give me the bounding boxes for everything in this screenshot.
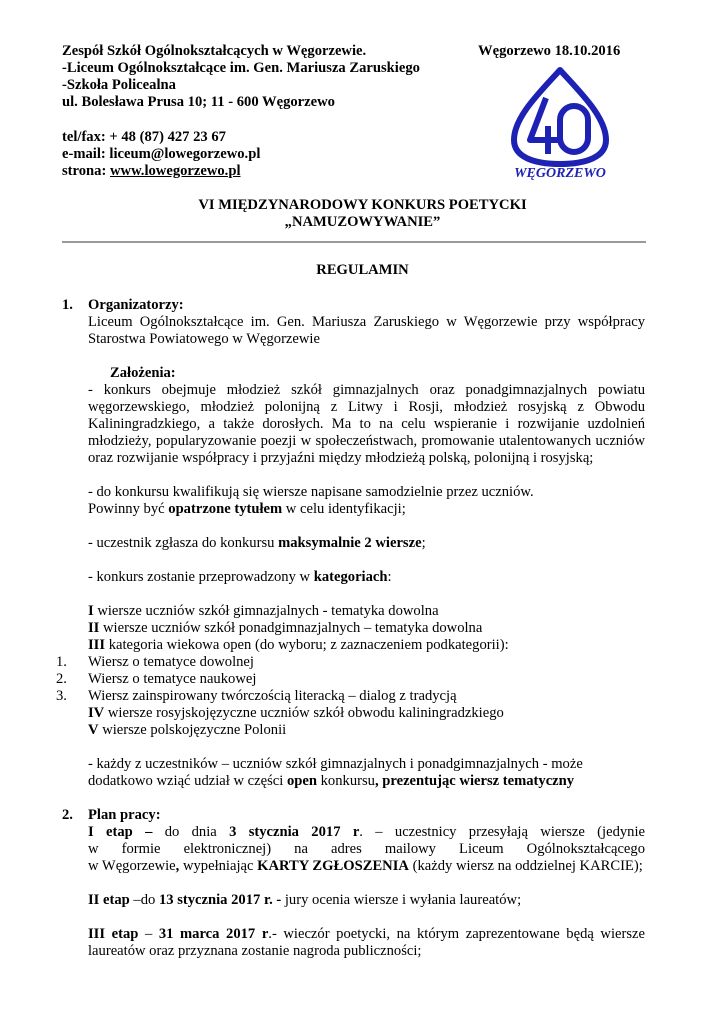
etap2-text-b: –do <box>133 892 159 908</box>
para1-line-3: Kaliningradzkiego, a także dorosłych. Ma to na celu wspieranie i rozwijanie uzdolnień <box>88 416 645 432</box>
para5-text-a: dodatkowo wziąć udział w części <box>88 773 287 789</box>
org-line-3: -Szkoła Policealna <box>62 77 176 93</box>
category-3-num: III <box>88 637 106 653</box>
zalozenia-heading: Założenia: <box>110 365 176 381</box>
para3-text-a: - uczestnik zgłasza do konkursu <box>88 535 279 551</box>
etap2-text-d: jury ocenia wiersze i wyłania laureatów; <box>281 892 522 908</box>
sub-2-number: 2. <box>56 671 67 687</box>
para2-line-2 <box>88 501 406 518</box>
etap1-l3-b: , <box>175 858 180 874</box>
etap1-l3-e: (każdy wiersz na oddzielnej KARCIE); <box>408 858 643 874</box>
etap2-date: 13 stycznia 2017 r. - <box>158 892 282 908</box>
category-4 <box>88 705 504 722</box>
logo-40-icon <box>500 62 620 182</box>
regulamin-heading: REGULAMIN <box>316 262 409 278</box>
etap1-l3-c: wypełniając <box>179 858 258 874</box>
category-5-num: V <box>88 722 99 738</box>
category-1-text: wiersze uczniów szkół gimnazjalnych - tematyka dowolna <box>93 603 439 619</box>
contest-title-2: „NAMUZOWYWANIE” <box>284 214 441 230</box>
section-1-heading: Organizatorzy: <box>88 297 184 313</box>
etap3-line-1 <box>88 926 645 943</box>
etap1-line-3 <box>88 858 643 875</box>
para3-text-c: ; <box>421 535 426 551</box>
etap1-l3-a: w Węgorzewie <box>88 858 176 874</box>
website-line <box>62 163 241 180</box>
school-logo <box>500 62 620 182</box>
para1-line-1: - konkurs obejmuje młodzież szkół gimnazjalnych oraz ponadgimnazjalnych powiatu <box>88 382 645 398</box>
category-3-text: kategoria wiekowa open (do wyboru; z zaznaczeniem podkategorii): <box>105 637 509 653</box>
category-4-text: wiersze rosyjskojęzyczne uczniów szkół obwodu kaliningradzkiego <box>104 705 504 721</box>
section-1-number: 1. <box>62 297 73 313</box>
website-link[interactable]: www.lowegorzewo.pl <box>109 163 241 179</box>
para2-text-a: Powinny być <box>88 501 169 517</box>
para5-line-1: - każdy z uczestników – uczniów szkół gimnazjalnych i ponadgimnazjalnych - może <box>88 756 583 772</box>
sub-2: Wiersz o tematyce naukowej <box>88 671 257 687</box>
para3-bold: maksymalnie 2 wiersze <box>278 535 422 551</box>
etap2-label: II etap <box>88 892 134 908</box>
etap1-date: 3 stycznia 2017 r <box>229 824 360 840</box>
para5-bold-d: , prezentując wiersz tematyczny <box>374 773 575 789</box>
category-2-text: wiersze uczniów szkół ponadgimnazjalnych – tematyka dowolna <box>99 620 483 636</box>
category-5 <box>88 722 286 739</box>
phone: tel/fax: + 48 (87) 427 23 67 <box>62 129 226 145</box>
organizer-line-1: Liceum Ogólnokształcące im. Gen. Mariusza Zaruskiego w Węgorzewie przy współpracy <box>88 314 645 330</box>
website-label: strona: <box>62 163 110 179</box>
etap1-text-d: . – uczestnicy przesyłają wiersze (jedynie <box>359 824 645 840</box>
category-2-num: II <box>88 620 100 636</box>
category-3 <box>88 637 509 654</box>
section-2-heading: Plan pracy: <box>88 807 161 823</box>
sub-1: Wiersz o tematyce dowolnej <box>88 654 254 670</box>
section-2-number: 2. <box>62 807 73 823</box>
para1-line-2: węgorzewskiego, młodzież polonijną z Litwy i Rosji, młodzież rosyjską z Obwodu <box>88 399 645 415</box>
para5-bold-open: open <box>286 773 317 789</box>
sub-1-number: 1. <box>56 654 67 670</box>
org-line-2: -Liceum Ogólnokształcące im. Gen. Mariusza Zaruskiego <box>62 60 420 76</box>
email: e-mail: liceum@lowegorzewo.pl <box>62 146 261 162</box>
etap1-line-2: w formie elektronicznej) na adres mailowy Liceum Ogólnokształcącego <box>88 841 645 857</box>
etap1-text-b: do dnia <box>152 824 230 840</box>
para4-text-a: - konkurs zostanie przeprowadzony w <box>88 569 314 585</box>
category-1-num: I <box>88 603 94 619</box>
para3 <box>88 535 426 552</box>
etap2 <box>88 892 521 909</box>
category-5-text: wiersze polskojęzyczne Polonii <box>98 722 287 738</box>
para2-text-c: w celu identyfikacji; <box>282 501 406 517</box>
para1-line-4: młodzieży, popularyzowanie poezji w społeczeństwach, promowanie utalentowanych uczniów <box>88 433 645 449</box>
etap3-text-d: .- wieczór poetycki, na którym zaprezentowane będą wiersze <box>268 926 645 942</box>
org-line-1: Zespół Szkół Ogólnokształcących w Węgorzewie. <box>62 43 367 59</box>
sub-3: Wiersz zainspirowany twórczością literacką – dialog z tradycją <box>88 688 457 704</box>
para4 <box>88 569 392 586</box>
para1-line-5: oraz rozwijanie współpracy i przyjaźni między młodzieżą polską, polonijną i rosyjską; <box>88 450 594 466</box>
para4-bold: kategoriach <box>313 569 388 585</box>
etap1-karty: KARTY ZGŁOSZENIA <box>257 858 409 874</box>
category-4-num: IV <box>88 705 105 721</box>
place-date: Węgorzewo 18.10.2016 <box>478 43 621 59</box>
para4-text-c: : <box>387 569 392 585</box>
para5-text-c: konkursu <box>316 773 375 789</box>
etap3-text-b: – <box>138 926 159 942</box>
para2-bold: opatrzone tytułem <box>168 501 283 517</box>
title-divider <box>62 241 646 243</box>
category-2 <box>88 620 482 637</box>
etap3-date: 31 marca 2017 r <box>158 926 269 942</box>
etap3-line-2: laureatów oraz przyznana zostanie nagroda publiczności; <box>88 943 422 959</box>
para5-line-2 <box>88 773 574 790</box>
org-line-4: ul. Bolesława Prusa 10; 11 - 600 Węgorzewo <box>62 94 335 110</box>
etap1-line-1 <box>88 824 645 841</box>
etap3-label: III etap <box>88 926 139 942</box>
organizer-line-2: Starostwa Powiatowego w Węgorzewie <box>88 331 320 347</box>
etap1-label: I etap – <box>88 824 153 840</box>
category-1 <box>88 603 439 620</box>
contest-title-1: VI MIĘDZYNARODOWY KONKURS POETYCKI <box>198 197 527 213</box>
para2-line-1: - do konkursu kwalifikują się wiersze napisane samodzielnie przez uczniów. <box>88 484 534 500</box>
logo-text: WĘGORZEWO <box>514 166 606 181</box>
sub-3-number: 3. <box>56 688 67 704</box>
